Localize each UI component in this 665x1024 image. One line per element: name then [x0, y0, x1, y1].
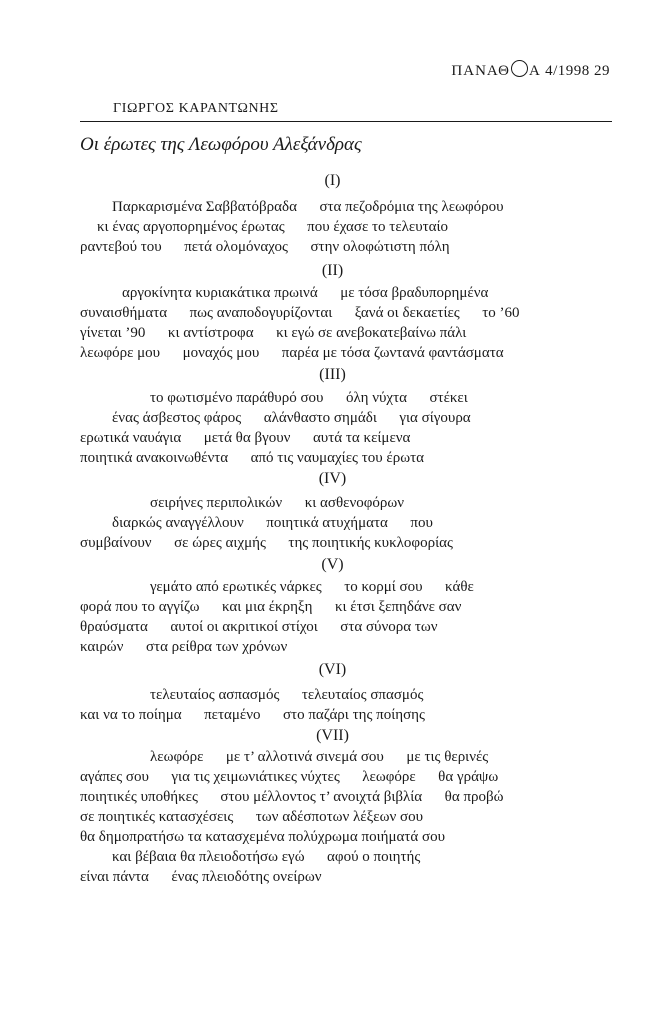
verse-line: τελευταίος ασπασμός τελευταίος σπασμός	[150, 687, 424, 703]
journal-name-suffix: Α	[528, 63, 541, 79]
issue-number: 4/1998	[545, 63, 590, 79]
verse-line: και βέβαια θα πλειοδοτήσω εγώ αφού ο ποιητής	[112, 849, 421, 865]
verse-line: συναισθήματα πως αναποδογυρίζονται ξανά οι δεκαετίες το ’60	[80, 305, 520, 321]
verse-line: αγάπες σου για τις χειμωνιάτικες νύχτες λεωφόρε θα γράψω	[80, 769, 499, 785]
verse-line: αργοκίνητα κυριακάτικα πρωινά με τόσα βραδυπορημένα	[122, 285, 489, 301]
verse-line: λεωφόρε μου μοναχός μου παρέα με τόσα ζωντανά φαντάσματα	[80, 345, 504, 361]
verse-line: είναι πάντα ένας πλειοδότης ονείρων	[80, 869, 322, 885]
verse-line: σειρήνες περιπολικών κι ασθενοφόρων	[150, 495, 405, 511]
verse-line: ποιητικά ανακοινωθέντα από τις ναυμαχίες του έρωτα	[80, 450, 424, 466]
section-numeral: (III)	[319, 366, 346, 383]
section-numeral: (I)	[324, 172, 341, 189]
section-numeral: (VII)	[316, 727, 349, 744]
verse-line: ένας άσβεστος φάρος αλάνθαστο σημάδι για σίγουρα	[112, 410, 471, 426]
running-header	[451, 60, 610, 80]
verse-line: κι ένας αργοπορημένος έρωτας που έχασε το τελευταίο	[97, 219, 449, 235]
author-name: ΓΙΩΡΓΟΣ ΚΑΡΑΝΤΩΝΗΣ	[113, 101, 279, 116]
verse-line: ποιητικές υποθήκες στου μέλλοντος τ’ ανοιχτά βιβλία θα προβώ	[80, 789, 504, 805]
verse-line: θα δημοπρατήσω τα κατασχεμένα πολύχρωμα ποιήματά σου	[80, 829, 446, 845]
verse-line: το φωτισμένο παράθυρό σου όλη νύχτα στέκει	[150, 390, 468, 406]
verse-line: γεμάτο από ερωτικές νάρκες το κορμί σου κάθε	[150, 579, 474, 595]
verse-line: Παρκαρισμένα Σαββατόβραδα στα πεζοδρόμια της λεωφόρου	[112, 199, 504, 215]
verse-line: και να το ποίημα πεταμένο στο παζάρι της ποίησης	[80, 707, 425, 723]
verse-line: συμβαίνουν σε ώρες αιχμής της ποιητικής κυκλοφορίας	[80, 535, 453, 551]
verse-line: θραύσματα αυτοί οι ακριτικοί στίχοι στα σύνορα των	[80, 619, 438, 635]
verse-line: σε ποιητικές κατασχέσεις των αδέσποτων λέξεων σου	[80, 809, 424, 825]
section-numeral: (II)	[321, 262, 344, 279]
verse-line: ραντεβού του πετά ολομόναχος στην ολοφώτιστη πόλη	[80, 239, 450, 255]
page-number: 29	[594, 63, 610, 79]
header-divider	[80, 121, 612, 122]
verse-line: διαρκώς αναγγέλλουν ποιητικά ατυχήματα που	[112, 515, 433, 531]
verse-line: λεωφόρε με τ’ αλλοτινά σινεμά σου με τις θερινές	[150, 749, 489, 765]
section-numeral: (VI)	[318, 661, 347, 678]
journal-name-prefix: ΠΑΝΑΘ	[451, 63, 510, 79]
verse-line: καιρών στα ρείθρα των χρόνων	[80, 639, 288, 655]
poem-title: Οι έρωτες της Λεωφόρου Αλεξάνδρας	[80, 134, 362, 155]
journal-logo-icon	[511, 60, 528, 77]
verse-line: γίνεται ’90 κι αντίστροφα κι εγώ σε ανεβοκατεβαίνω πάλι	[80, 325, 467, 341]
section-numeral: (IV)	[318, 470, 347, 487]
verse-line: ερωτικά ναυάγια μετά θα βγουν αυτά τα κείμενα	[80, 430, 411, 446]
verse-line: φορά που το αγγίζω και μια έκρηξη κι έτσι ξεπηδάνε σαν	[80, 599, 462, 615]
section-numeral: (V)	[321, 556, 344, 573]
